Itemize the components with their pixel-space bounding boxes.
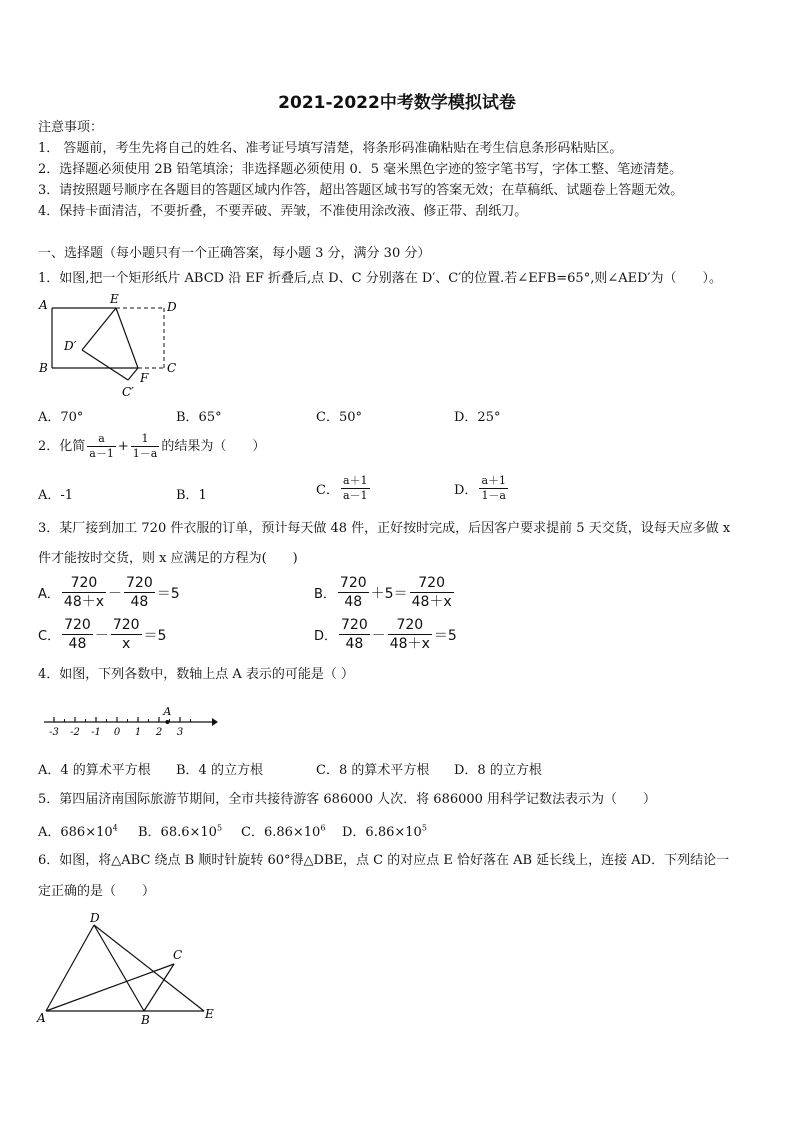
q6-figure [34, 908, 224, 1030]
page-title: 2021-2022中考数学模拟试卷 [278, 93, 516, 113]
q1-label-C: C [167, 361, 177, 375]
q3-b-frac2 [410, 574, 454, 611]
q3-b-d1: 48 [344, 594, 363, 610]
q6-stem-line-2: 定正确的是（ ） [38, 884, 156, 899]
notice-item-3: 3．请按照题号顺序在各题目的答题区域内作答，超出答题区域书写的答案无效；在草稿纸、试题卷上答题无效。 [38, 183, 684, 198]
q3-d-rhs: ＝5 [433, 627, 457, 644]
q3-a-n2: 720 [126, 575, 153, 591]
q2-fraction-2 [131, 432, 160, 461]
q5-option-a[interactable] [38, 821, 118, 840]
q6-label-A: A [37, 1011, 46, 1025]
q1-label-A: A [39, 298, 48, 312]
notice-item-1: 1． 答题前，考生先将自己的姓名、准考证号填写清楚，将条形码准确粘贴在考生信息条形码粘贴区。 [38, 141, 623, 156]
q3-d-n1: 720 [341, 617, 368, 633]
q1-label-E: E [110, 292, 119, 306]
q3-a-frac1 [62, 574, 106, 611]
q5-d-exp: 5 [421, 823, 427, 833]
q2-f2-den: 1－a [132, 447, 158, 460]
q6-label-E: E [205, 1007, 214, 1021]
q2-option-c-fraction [341, 474, 370, 503]
q1-label-Dprime: D′ [64, 339, 77, 353]
q1-stem: 1．如图,把一个矩形纸片 ABCD 沿 EF 折叠后,点 D、C 分别落在 D′、C′的位置.若∠EFB=65°,则∠AED′为（ ）。 [38, 271, 722, 286]
q5-a-exp: 4 [112, 823, 118, 833]
q3-a-d1: 48＋x [63, 594, 105, 610]
q6-line-AD [46, 925, 94, 1011]
q6-stem-line-1: 6．如图，将△ABC 绕点 B 顺时针旋转 60°得△DBE，点 C 的对应点 E 恰好落在 AB 延长线上，连接 AD．下列结论一 [38, 853, 730, 868]
q3-b-op: ＋5＝ [370, 585, 408, 602]
q4-axis-arrow [212, 718, 218, 726]
q4-stem: 4．如图，下列各数中，数轴上点 A 表示的可能是（ ） [38, 667, 355, 682]
q6-label-D: D [90, 911, 100, 925]
q4-tick-label: -2 [70, 727, 80, 738]
q5-option-c[interactable] [241, 821, 325, 840]
q1-edge-DC-prime [82, 350, 128, 380]
q6-label-C: C [173, 948, 183, 962]
q3-d-d2: 48＋x [389, 636, 430, 652]
q5-c-exp: 6 [320, 823, 326, 833]
q2-option-d-label: D． [454, 483, 478, 498]
q5-b-exp: 5 [216, 823, 223, 833]
q3-a-frac2 [124, 574, 155, 611]
q1-figure [36, 292, 196, 400]
q3-b-n2: 720 [410, 574, 454, 593]
q2-option-d-den: 1－a [481, 489, 506, 502]
q3-option-c[interactable] [38, 616, 166, 653]
q4-tick-label: 2 [155, 727, 163, 738]
q1-option-c[interactable]: C．50° [316, 410, 362, 425]
q2-option-c-num: a＋1 [342, 474, 368, 487]
q4-tick-label: 3 [176, 727, 184, 738]
q3-b-d2: 48＋x [411, 594, 452, 610]
q3-a-d2: 48 [130, 594, 149, 610]
q5-c-base: C．6.86×10 [241, 825, 321, 840]
q5-option-b[interactable] [138, 821, 222, 840]
q5-option-d[interactable] [342, 821, 427, 840]
q2-f1-num: a [87, 432, 116, 447]
q3-d-label: D． [314, 629, 338, 644]
q4-tick-label: -3 [49, 727, 59, 738]
q3-b-label: B． [314, 587, 336, 602]
q4-option-a[interactable]: A．4 的算术平方根 [38, 763, 151, 778]
q3-d-frac2 [388, 616, 432, 653]
q1-option-a[interactable]: A．70° [38, 410, 84, 425]
q3-option-d[interactable] [314, 616, 457, 653]
q3-option-a[interactable] [38, 574, 180, 611]
q3-stem-line-1: 3．某厂接到加工 720 件衣服的订单，预计每天做 48 件，正好按时完成，后因客户要求提前 5 天交货，设每天应多做 x [38, 521, 731, 536]
q4-option-c[interactable]: C．8 的算术平方根 [316, 763, 430, 778]
q3-stem-line-2: 件才能按时交货，则 x 应满足的方程为( ) [38, 551, 298, 566]
q2-option-d[interactable] [454, 474, 510, 503]
q3-c-rhs: ＝5 [143, 627, 167, 644]
q2-option-a[interactable]: A．-1 [38, 488, 74, 503]
q3-a-label: A． [38, 587, 60, 602]
q4-point-label: A [163, 705, 172, 718]
q3-c-frac2 [111, 616, 142, 653]
q3-a-n1: 720 [62, 574, 106, 593]
q4-tick-label: 1 [134, 727, 142, 738]
q1-fold-EF [116, 308, 138, 368]
q2-option-d-fraction [479, 474, 508, 503]
q2-stem [38, 432, 265, 461]
q3-d-d1: 48 [345, 636, 364, 652]
q5-d-base: D．6.86×10 [342, 825, 422, 840]
q2-fraction-1 [87, 432, 116, 461]
q4-option-d[interactable]: D．8 的立方根 [454, 763, 542, 778]
q3-c-op: － [94, 627, 109, 644]
notice-item-2: 2．选择题必须使用 2B 铅笔填涂；非选择题必须使用 0．5 毫米黑色字迹的签字笔书写，字体工整、笔迹清楚。 [38, 162, 683, 177]
q3-c-label: C． [38, 629, 61, 644]
q2-option-b[interactable]: B．1 [176, 488, 207, 503]
q3-c-d2: x [122, 636, 131, 652]
q2-option-c[interactable] [316, 474, 372, 503]
q1-option-d[interactable]: D．25° [454, 410, 501, 425]
q2-suffix: 的结果为（ ） [161, 438, 266, 454]
q3-d-op: － [371, 627, 386, 644]
q4-axis [44, 705, 218, 738]
q6-line-DB [94, 925, 144, 1011]
q6-label-B: B [141, 1013, 150, 1027]
q1-label-Cprime: C′ [122, 385, 134, 399]
q2-plus: + [117, 438, 129, 454]
q2-option-c-label: C． [316, 483, 339, 498]
q3-b-frac1 [338, 574, 369, 611]
q2-f2-num: 1 [131, 432, 160, 447]
q2-option-d-num: a＋1 [481, 474, 506, 487]
section-heading: 一、选择题（每小题只有一个正确答案，每小题 3 分，满分 30 分） [38, 246, 431, 261]
q3-c-n2: 720 [112, 617, 140, 633]
q1-label-D: D [167, 300, 177, 314]
q4-tick-label: 0 [113, 727, 121, 738]
q3-a-op: － [108, 585, 123, 602]
q3-d-frac1 [339, 616, 370, 653]
q3-c-n1: 720 [64, 617, 91, 633]
q1-label-B: B [39, 361, 48, 375]
notice-item-4: 4．保持卡面清洁，不要折叠，不要弄破、弄皱，不准使用涂改液、修正带、刮纸刀。 [38, 204, 528, 219]
q5-stem: 5．第四届济南国际旅游节期间，全市共接待游客 686000 人次．将 686000 用科学记数法表示为（ ） [38, 792, 657, 807]
q5-b-base: B．68.6×10 [138, 825, 217, 840]
q3-option-b[interactable] [314, 574, 456, 611]
q6-line-DE [94, 925, 204, 1011]
q3-c-d1: 48 [68, 636, 87, 652]
q1-edge-ED-prime [82, 308, 116, 350]
q2-prefix: 2．化简 [38, 438, 86, 454]
q6-line-CB [144, 964, 174, 1011]
q4-tick-label: -1 [91, 727, 101, 738]
notice-heading: 注意事项： [38, 120, 104, 135]
q3-c-frac1 [62, 616, 93, 653]
q6-line-AC [46, 964, 174, 1011]
q1-label-F: F [140, 371, 149, 385]
q2-option-c-den: a－1 [342, 489, 368, 502]
q5-a-base: A．686×10 [38, 825, 113, 840]
q2-f1-den: a－1 [89, 447, 114, 460]
q3-a-rhs: ＝5 [156, 585, 180, 602]
q4-number-line [40, 702, 220, 746]
q4-point-a [165, 720, 169, 724]
q3-d-n2: 720 [388, 616, 432, 635]
q1-option-b[interactable]: B．65° [176, 410, 222, 425]
q3-b-n1: 720 [339, 575, 367, 591]
q4-option-b[interactable]: B．4 的立方根 [176, 763, 263, 778]
q1-edge-CF-prime [128, 368, 138, 380]
